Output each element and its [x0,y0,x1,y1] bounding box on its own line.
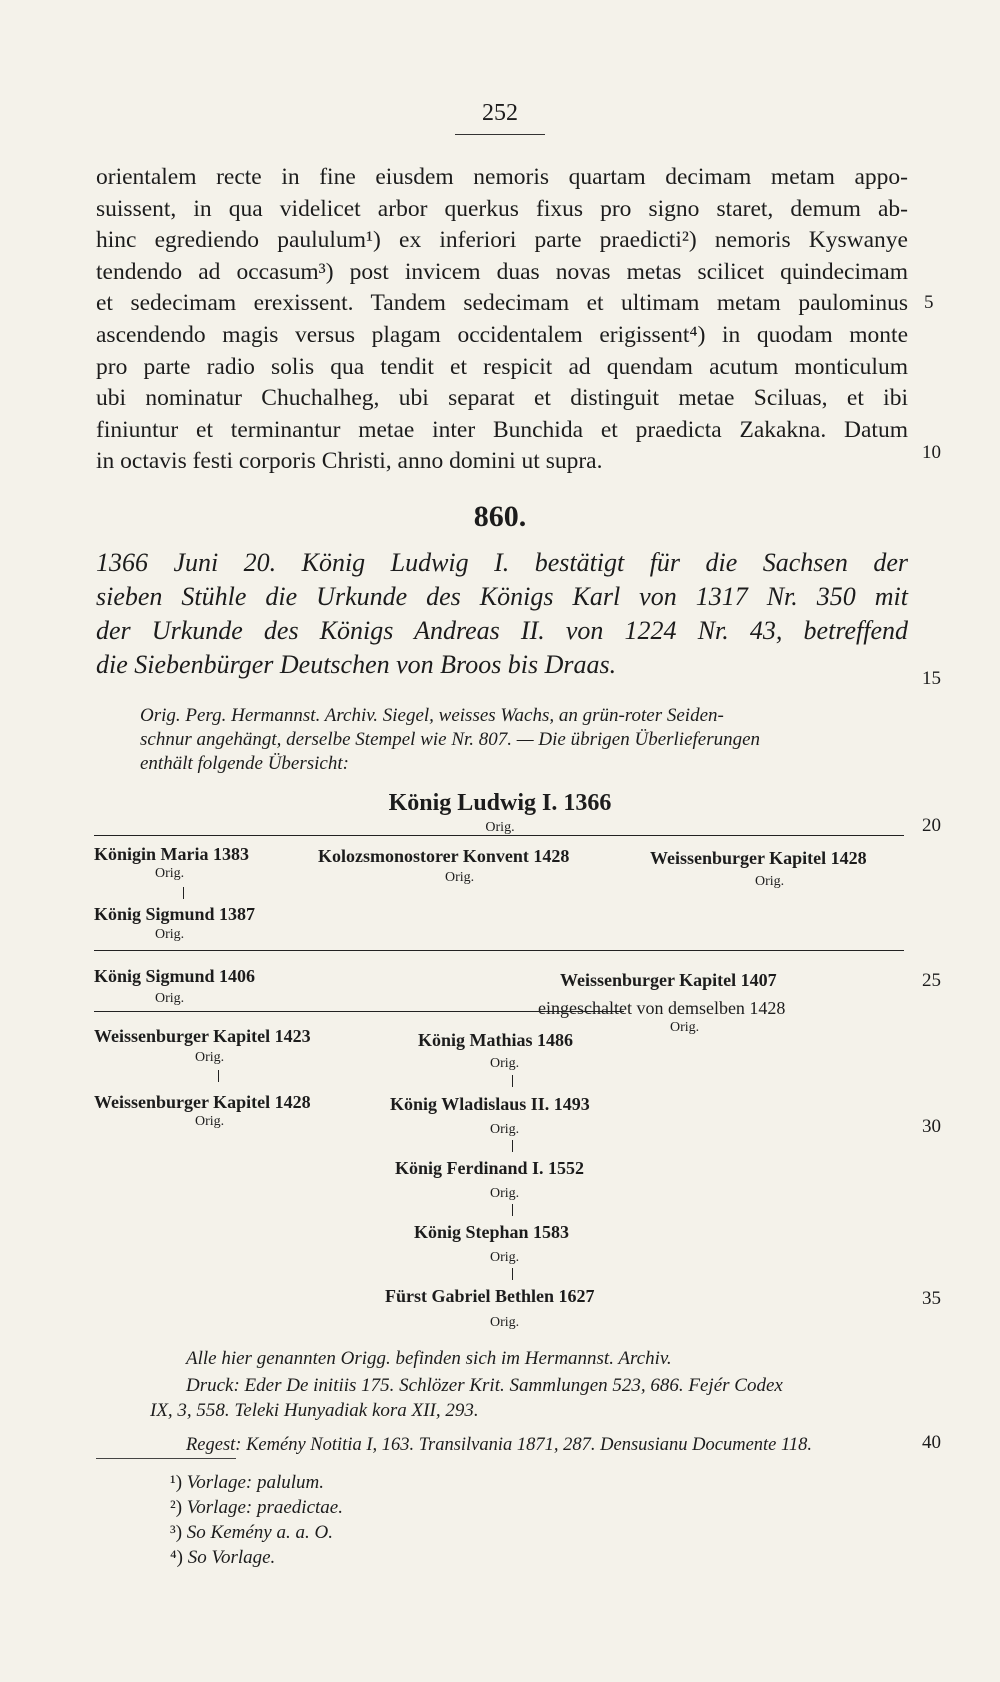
line-number: 40 [922,1432,941,1453]
tree-node: Königin Maria 1383 [94,844,250,864]
orig-label: Orig. [755,874,785,889]
footnote-separator [96,1458,236,1459]
heading-line: der Urkunde des Königs Andreas II. von 1224 Nr. 43, betreffend [96,616,908,645]
tree-node: Weissenburger Kapitel 1407 [560,970,777,990]
orig-label: Orig. [490,1056,520,1071]
archive-note: Alle hier genannten Origg. befinden sich im Hermannst. Archiv. [186,1348,672,1369]
footnote [170,1495,570,1520]
orig-label: Orig. [155,866,185,881]
document-number: 860. [473,500,527,533]
note-line: enthält folgende Übersicht: [140,753,349,774]
orig-label: Orig. [195,1050,225,1065]
text-line: tendendo ad occasum³) post invicem duas novas metas scilicet quindecimam [96,258,908,285]
footnote-text: So Kemény a. a. O. [186,1522,333,1543]
footnotes [170,1470,570,1570]
orig-label: Orig. [490,1250,520,1265]
heading-line: sieben Stühle die Urkunde des Königs Karl von 1317 Nr. 350 mit [96,582,908,611]
line-number: 5 [924,292,934,313]
tree-node: König Sigmund 1387 [94,904,256,924]
tree-node: Kolozsmonostorer Konvent 1428 [318,846,570,866]
tree-connector [512,1204,513,1216]
orig-label: Orig. [490,1315,520,1330]
footnote-text: Vorlage: praedictae. [186,1497,343,1518]
tree-root: König Ludwig I. 1366 [388,790,612,816]
orig-label: Orig. [490,1186,520,1201]
orig-label: Orig. [195,1114,225,1129]
tree-node: König Mathias 1486 [418,1030,574,1050]
tree-node-note: eingeschaltet von demselben 1428 [538,998,786,1018]
text-line: ascendendo magis versus plagam occidentalem erigissent⁴) in quodam monte [96,321,908,348]
tree-node: Fürst Gabriel Bethlen 1627 [385,1286,595,1306]
tree-node: Weissenburger Kapitel 1423 [94,1026,311,1046]
text-line: in octavis festi corporis Christi, anno domini ut supra. [96,448,603,475]
orig-label: Orig. [490,1122,520,1137]
line-number: 30 [922,1116,941,1137]
tree-connector [183,887,184,899]
text-line: ubi nominatur Chuchalheg, ubi separat et distinguit metae Sciluas, et ibi [96,385,908,412]
tree-connector [512,1268,513,1280]
footnote-text: So Vorlage. [187,1547,276,1568]
tree-branch-line [94,950,904,951]
tree-node: Weissenburger Kapitel 1428 [94,1092,311,1112]
tree-node: König Ferdinand I. 1552 [395,1158,585,1178]
line-number: 35 [922,1288,941,1309]
footnote-mark: ¹) [170,1472,183,1493]
text-line: orientalem recte in fine eiusdem nemoris quartam decimam metam appo- [96,164,908,190]
tree-node: König Stephan 1583 [414,1222,570,1242]
orig-label: Orig. [155,991,185,1006]
note-line: schnur angehängt, derselbe Stempel wie Nr. 807. — Die übrigen Überlieferungen [140,729,761,750]
tree-node: Weissenburger Kapitel 1428 [650,848,867,868]
footnote-mark: ⁴) [170,1547,183,1568]
text-line: pro parte radio solis qua tendit et respicit ad quendam acutum monticulum [96,353,908,380]
orig-label: Orig. [155,927,185,942]
footnote [170,1470,570,1495]
print-reference: Druck: Eder De initiis 175. Schlözer Krit. Sammlungen 523, 686. Fejér Codex [186,1375,783,1396]
text-line: finiuntur et terminantur metae inter Bunchida et praedicta Zakakna. Datum [96,416,908,443]
text-line: suissent, in qua videlicet arbor querkus fixus pro signo staret, demum ab- [96,195,908,222]
orig-label: Orig. [445,870,475,885]
regest-reference: Regest: Kemény Notitia I, 163. Transilvania 1871, 287. Densusianu Documente 118. [186,1435,813,1455]
print-reference-cont: IX, 3, 558. Teleki Hunyadiak kora XII, 293. [150,1400,479,1421]
footnote-text: Vorlage: palulum. [186,1472,324,1493]
line-number: 10 [922,442,941,463]
line-number: 20 [922,815,941,836]
tree-node: König Sigmund 1406 [94,966,256,986]
tree-branch-line [94,1011,624,1012]
line-number: 15 [922,668,941,689]
note-line: Orig. Perg. Hermannst. Archiv. Siegel, weisses Wachs, an grün-roter Seiden- [140,705,724,726]
page-number: 252 [482,100,518,126]
footnote [170,1545,570,1570]
tree-branch-line [94,835,904,836]
line-number: 25 [922,970,941,991]
tree-node: König Wladislaus II. 1493 [390,1094,590,1114]
footnote [170,1520,570,1545]
tree-connector [512,1075,513,1087]
orig-label: Orig. [670,1020,700,1035]
footnote-mark: ³) [170,1522,183,1543]
tree-connector [512,1140,513,1152]
orig-label: Orig. [485,820,515,835]
text-line: hinc egrediendo paululum¹) ex inferiori parte praedicti²) nemoris Kyswanye [96,227,908,254]
tree-connector [218,1070,219,1082]
heading-line: 1366 Juni 20. König Ludwig I. bestätigt für die Sachsen der [96,548,908,577]
text-line: et sedecimam erexissent. Tandem sedecimam et ultimam metam paulominus [96,290,908,317]
footnote-mark: ²) [170,1497,183,1518]
heading-line: die Siebenbürger Deutschen von Broos bis Draas. [96,650,617,679]
